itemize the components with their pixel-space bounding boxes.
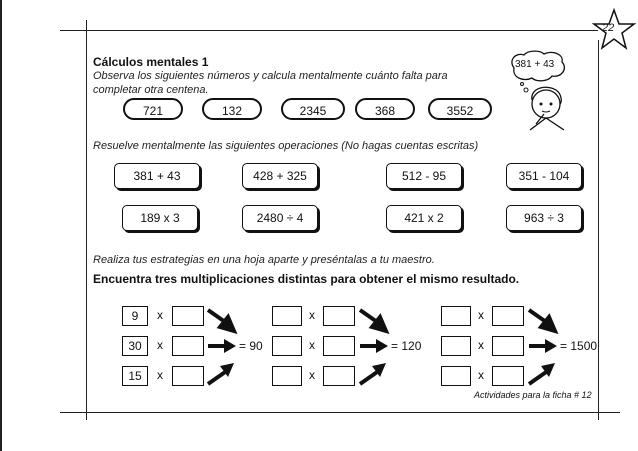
- factor-input-cell[interactable]: [492, 366, 524, 386]
- operation-box: 189 x 3: [122, 205, 198, 231]
- operation-box: 421 x 2: [386, 205, 462, 231]
- factor-cell-given: 15: [122, 366, 148, 386]
- operation-box: 963 ÷ 3: [506, 205, 582, 231]
- result-label: = 120: [391, 339, 422, 353]
- multiply-sign: x: [309, 308, 315, 322]
- arrow-down-right-icon: [358, 306, 390, 334]
- page-title: Cálculos mentales 1: [93, 55, 209, 69]
- operation-box: 512 - 95: [386, 163, 462, 189]
- number-pill-3552: 3552: [428, 98, 492, 120]
- bubble-text: 381 + 43: [515, 59, 555, 70]
- thinking-child-icon: [516, 80, 582, 136]
- arrow-right-icon: [358, 338, 390, 354]
- multiply-sign: x: [157, 308, 163, 322]
- multiply-sign: x: [478, 308, 484, 322]
- factor-input-cell[interactable]: [492, 306, 524, 326]
- multiply-sign: x: [157, 338, 163, 352]
- arrow-right-icon: [206, 338, 238, 354]
- result-label: = 90: [239, 339, 263, 353]
- multiply-sign: x: [309, 368, 315, 382]
- footer-note: Actividades para la ficha # 12: [474, 390, 592, 400]
- factor-cell-given: 30: [122, 336, 148, 356]
- multiply-sign: x: [309, 338, 315, 352]
- factor-input-cell[interactable]: [492, 336, 524, 356]
- page-number: 22: [602, 22, 615, 34]
- factor-input-cell[interactable]: [272, 336, 302, 356]
- arrow-right-icon: [527, 338, 559, 354]
- operation-box: 381 + 43: [114, 163, 200, 189]
- frame-right-line: [598, 40, 599, 420]
- factor-cell-given: 9: [122, 306, 148, 326]
- instruction-2: Resuelve mentalmente las siguientes operaciones (No hagas cuentas escritas): [93, 140, 479, 152]
- number-pill-368: 368: [355, 98, 415, 120]
- left-margin-line: [0, 0, 2, 451]
- arrow-up-right-icon: [527, 360, 559, 388]
- factor-input-cell[interactable]: [272, 366, 302, 386]
- frame-left-line: [86, 20, 87, 420]
- factor-input-cell[interactable]: [441, 306, 471, 326]
- number-pill-2345: 2345: [281, 98, 345, 120]
- instruction-1-line-2: completar otra centena.: [93, 84, 209, 96]
- factor-input-cell[interactable]: [323, 306, 355, 326]
- factor-input-cell[interactable]: [172, 306, 204, 326]
- frame-top-line: [60, 30, 598, 31]
- factor-input-cell[interactable]: [441, 366, 471, 386]
- arrow-up-right-icon: [206, 360, 238, 388]
- arrow-up-right-icon: [358, 360, 390, 388]
- instruction-3: Realiza tus estrategias en una hoja aparte y preséntalas a tu maestro.: [93, 254, 435, 266]
- arrow-down-right-icon: [206, 306, 238, 334]
- multiply-sign: x: [157, 368, 163, 382]
- instruction-1-line-1: Observa los siguientes números y calcula mentalmente cuánto falta para: [93, 70, 448, 82]
- factor-input-cell[interactable]: [172, 366, 204, 386]
- factor-input-cell[interactable]: [323, 336, 355, 356]
- number-pill-721: 721: [123, 98, 183, 120]
- factor-input-cell[interactable]: [323, 366, 355, 386]
- factor-input-cell[interactable]: [172, 336, 204, 356]
- arrow-down-right-icon: [527, 306, 559, 334]
- result-label: = 1500: [560, 339, 598, 353]
- multiply-sign: x: [478, 368, 484, 382]
- operation-box: 428 + 325: [242, 163, 318, 189]
- number-pill-132: 132: [202, 98, 262, 120]
- factor-input-cell[interactable]: [441, 336, 471, 356]
- factor-input-cell[interactable]: [272, 306, 302, 326]
- multiply-sign: x: [478, 338, 484, 352]
- frame-bottom-line: [60, 412, 620, 413]
- instruction-4: Encuentra tres multiplicaciones distintas para obtener el mismo resultado.: [93, 272, 520, 286]
- operation-box: 2480 ÷ 4: [242, 205, 318, 231]
- operation-box: 351 - 104: [506, 163, 582, 189]
